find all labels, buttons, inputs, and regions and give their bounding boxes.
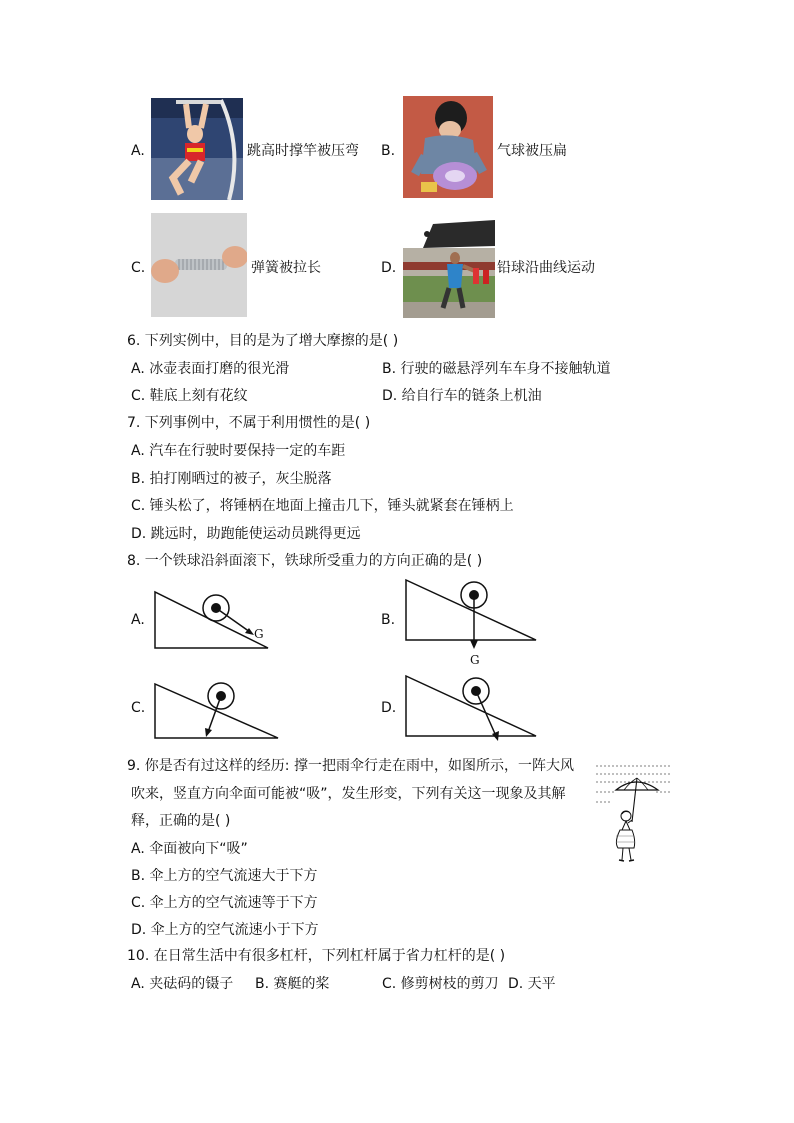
- shot-put-photo: [403, 218, 495, 318]
- q5-option-c-label: C.: [131, 260, 146, 276]
- q10-option-c: C. 修剪树枝的剪刀: [382, 976, 499, 992]
- q8-option-a-diagram: [150, 590, 275, 652]
- q5-option-a-text: 跳高时撑竿被压弯: [247, 143, 359, 159]
- umbrella-girl-illustration: [594, 760, 674, 868]
- q6-option-d: D. 给自行车的链条上机油: [382, 388, 542, 404]
- q9-stem-line3: 释，正确的是( ): [131, 813, 231, 829]
- q10-option-d: D. 天平: [508, 976, 556, 992]
- q6-option-a: A. 冰壶表面打磨的很光滑: [131, 361, 290, 377]
- q5-option-b-label: B.: [381, 143, 396, 159]
- balloon-photo: [403, 96, 493, 198]
- q10-option-b: B. 赛艇的桨: [255, 976, 330, 992]
- q7-option-d: D. 跳远时，助跑能使运动员跳得更远: [131, 526, 361, 542]
- q9-stem-line1: 9. 你是否有过这样的经历: 撑一把雨伞行走在雨中，如图所示，一阵大风: [127, 758, 574, 774]
- q6-option-c: C. 鞋底上刻有花纹: [131, 388, 248, 404]
- q5-option-a-label: A.: [131, 143, 145, 159]
- q9-option-d: D. 伞上方的空气流速小于下方: [131, 922, 319, 938]
- spring-photo: [151, 213, 247, 317]
- q8-option-c-label: C.: [131, 700, 146, 716]
- force-g-label-a: G: [254, 627, 264, 641]
- q9-option-c: C. 伞上方的空气流速等于下方: [131, 895, 318, 911]
- force-g-label-b: G: [470, 653, 480, 667]
- q8-option-d-diagram: [400, 674, 542, 742]
- q9-option-b: B. 伞上方的空气流速大于下方: [131, 868, 318, 884]
- q7-stem: 7. 下列事例中，不属于利用惯性的是( ): [127, 415, 371, 431]
- q8-option-b-label: B.: [381, 612, 396, 628]
- q6-option-b: B. 行驶的磁悬浮列车车身不接触轨道: [382, 361, 611, 377]
- q10-stem: 10. 在日常生活中有很多杠杆，下列杠杆属于省力杠杆的是( ): [127, 948, 506, 964]
- q9-stem-line2: 吹来，竖直方向伞面可能被“吸”，发生形变，下列有关这一现象及其解: [131, 786, 566, 802]
- q8-option-a-label: A.: [131, 612, 145, 628]
- q5-option-d-text: 铅球沿曲线运动: [497, 260, 595, 276]
- q5-option-b-text: 气球被压扁: [497, 143, 567, 159]
- q5-option-d-label: D.: [381, 260, 397, 276]
- q8-option-c-diagram: [150, 680, 282, 742]
- q10-option-a: A. 夹砝码的镊子: [131, 976, 234, 992]
- q7-option-a: A. 汽车在行驶时要保持一定的车距: [131, 443, 346, 459]
- q8-option-d-label: D.: [381, 700, 397, 716]
- q5-option-c-text: 弹簧被拉长: [251, 260, 321, 276]
- q9-option-a: A. 伞面被向下“吸”: [131, 841, 248, 857]
- q8-stem: 8. 一个铁球沿斜面滚下，铁球所受重力的方向正确的是( ): [127, 553, 483, 569]
- q6-stem: 6. 下列实例中，目的是为了增大摩擦的是( ): [127, 333, 399, 349]
- q7-option-b: B. 拍打刚晒过的被子，灰尘脱落: [131, 471, 332, 487]
- q7-option-c: C. 锤头松了，将锤柄在地面上撞击几下，锤头就紧套在锤柄上: [131, 498, 514, 514]
- pole-vault-photo: [151, 98, 243, 200]
- q8-option-b-diagram: [400, 578, 542, 668]
